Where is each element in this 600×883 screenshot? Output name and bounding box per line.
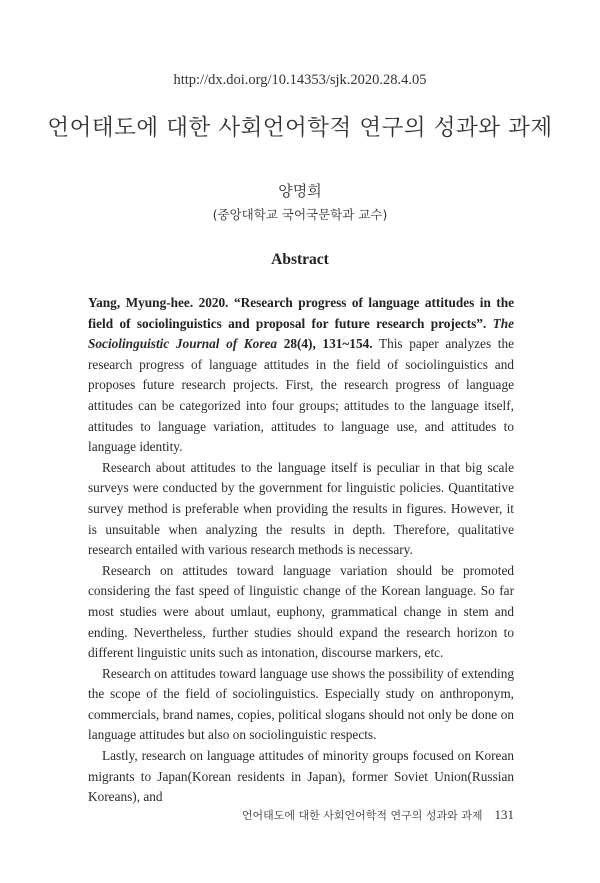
citation-journal: The Sociolinguistic Journal of Korea (88, 315, 514, 352)
paper-title: 언어태도에 대한 사회언어학적 연구의 성과와 과제 (47, 115, 553, 141)
abstract-heading: Abstract (271, 251, 329, 268)
abstract-paragraph: Research on attitudes toward language use shows the possibility of extending the scope of the field of sociolinguistics. Especially study on anthroponym, commercials, brand names, copies, political slogans should not only be done on language attitudes but also on sociolinguistic respects. (88, 665, 514, 743)
abstract-paragraph: Research about attitudes to the language itself is peculiar in that big scale surveys were conducted by the government for linguistic policies. Quantitative survey method is preferable when providing the results in figures. However, it is unsuitable when analyzing the results in depth. Therefore, qualitative research entailed with various research methods is necessary. (88, 459, 514, 558)
author-name: 양명희 (278, 182, 322, 200)
citation-pages: 28(4), 131~154. (283, 336, 373, 352)
citation-reference: Yang, Myung-hee. 2020. “Research progress of language attitudes in the field of sociolinguistics and proposal for future research projects”. (88, 295, 514, 331)
citation-text: This paper analyzes the research progress of language attitudes in the field of sociolinguistics and proposes future research projects. First, the research progress of language attitudes can be categorized into four groups; attitudes to the language itself, attitudes to language variation, attitudes to language use, and attitudes to language identity. (88, 336, 514, 455)
page-footer (0, 807, 514, 823)
abstract-body (88, 293, 514, 808)
running-title: 언어태도에 대한 사회언어학적 연구의 성과와 과제 (241, 809, 483, 822)
doi-link[interactable]: http://dx.doi.org/10.14353/sjk.2020.28.4.05 (173, 72, 427, 88)
abstract-paragraph: Research on attitudes toward language variation should be promoted considering the fast speed of linguistic change of the Korean language. So far most studies were about umlaut, euphony, grammatical change in stem and ending. Nevertheless, further studies should expand the research horizon to different linguistic units such as intonation, discourse markers, etc. (88, 562, 514, 661)
author-affiliation: (중앙대학교 국어국문학과 교수) (212, 207, 388, 222)
abstract-paragraph-citation (88, 293, 514, 458)
page-number: 131 (494, 807, 514, 822)
abstract-paragraph: Lastly, research on language attitudes of minority groups focused on Korean migrants to Japan(Korean residents in Japan), former Soviet Union(Russian Koreans), and (88, 748, 514, 805)
